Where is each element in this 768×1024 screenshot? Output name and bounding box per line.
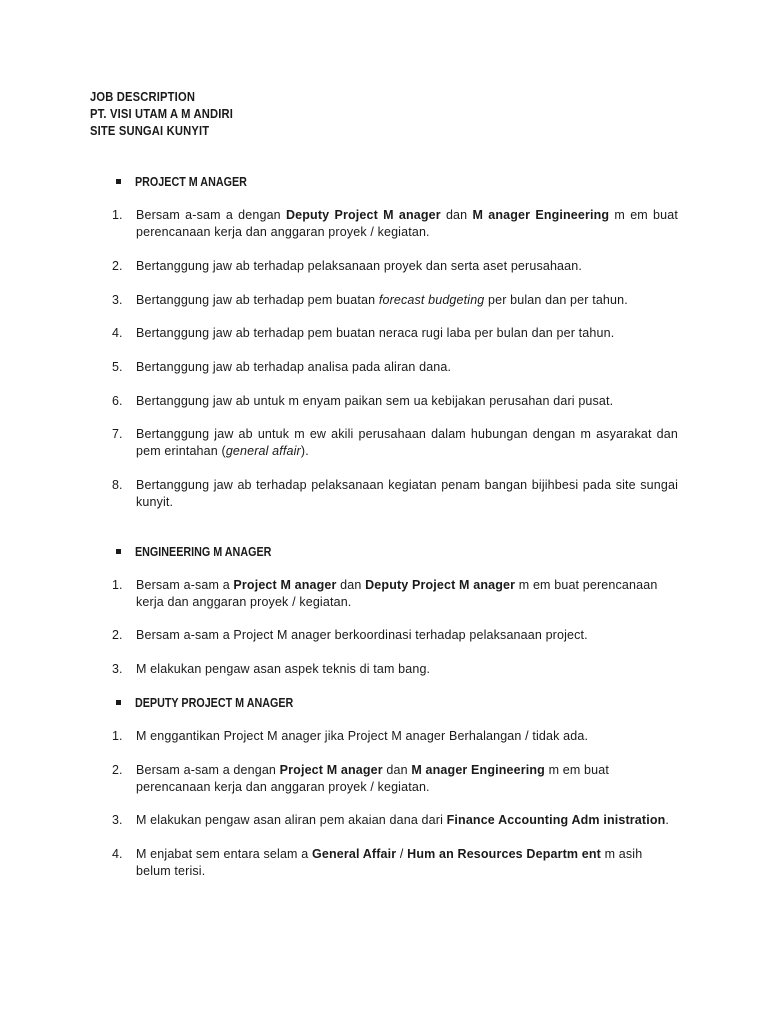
item-text xyxy=(136,359,678,376)
item-number: 4. xyxy=(112,326,123,340)
item-number: 2. xyxy=(112,259,123,273)
text-run: Bertanggung jaw ab terhadap pem buatan xyxy=(136,293,379,307)
section-heading-deputy-project-manager xyxy=(116,695,319,711)
item-text xyxy=(136,258,678,275)
section-heading-engineering-manager xyxy=(116,544,294,560)
item-number: 3. xyxy=(112,662,123,676)
list-item xyxy=(112,728,678,745)
item-text xyxy=(136,325,678,342)
item-number: 1. xyxy=(112,208,123,222)
item-number: 2. xyxy=(112,628,123,642)
text-run: M enjabat sem entara selam a xyxy=(136,847,312,861)
text-run: Bersam a-sam a dengan xyxy=(136,208,286,222)
item-number: 1. xyxy=(112,578,123,592)
emphasis-bold: M anager Engineering xyxy=(472,208,610,222)
list-item xyxy=(112,812,678,829)
emphasis-bold: M anager Engineering xyxy=(411,763,545,777)
emphasis-bold: Hum an Resources Departm ent xyxy=(407,847,601,861)
item-number: 5. xyxy=(112,360,123,374)
text-run: . xyxy=(665,813,670,827)
header-company: PT. VISI UTAM A M ANDIRI xyxy=(90,106,234,121)
item-text xyxy=(136,846,678,880)
document-header xyxy=(90,88,233,139)
list-item xyxy=(112,426,678,460)
list-item xyxy=(112,258,678,275)
item-number: 2. xyxy=(112,763,123,777)
text-run: M enggantikan Project M anager jika Project M anager Berhalangan / tidak ada. xyxy=(136,729,589,743)
item-number: 8. xyxy=(112,478,123,492)
item-text xyxy=(136,762,678,796)
text-run: ). xyxy=(300,444,309,458)
list-item xyxy=(112,762,678,796)
text-run: Bertanggung jaw ab untuk m ew akili perusahaan dalam hubungan dengan m asyarakat dan pem erintahan ( xyxy=(136,427,678,458)
list-item xyxy=(112,393,678,410)
list-item xyxy=(112,359,678,376)
text-run: Bertanggung jaw ab terhadap pem buatan neraca rugi laba per bulan dan per tahun. xyxy=(136,326,615,340)
list-item xyxy=(112,207,678,241)
list-item xyxy=(112,477,678,511)
text-run: per bulan dan per tahun. xyxy=(484,293,628,307)
emphasis-bold: Deputy Project M anager xyxy=(365,578,516,592)
list-item xyxy=(112,846,678,880)
item-number: 6. xyxy=(112,394,123,408)
item-text xyxy=(136,426,678,460)
text-run: m em buat perencanaan kerja dan anggaran proyek / kegiatan. xyxy=(136,578,658,609)
text-run: m asih belum terisi. xyxy=(136,847,643,878)
header-title: JOB DESCRIPTION xyxy=(90,89,196,104)
section-title: ENGINEERING M ANAGER xyxy=(135,545,272,559)
item-text xyxy=(136,477,678,511)
text-run: m em buat perencanaan kerja dan anggaran proyek / kegiatan. xyxy=(136,208,678,239)
item-number: 1. xyxy=(112,729,123,743)
text-run: dan xyxy=(382,763,412,777)
item-text xyxy=(136,577,678,611)
emphasis-bold: Project M anager xyxy=(279,763,383,777)
item-text xyxy=(136,207,678,241)
item-text xyxy=(136,292,678,309)
item-text xyxy=(136,728,678,745)
item-number: 7. xyxy=(112,427,123,441)
list-item xyxy=(112,627,678,644)
text-run: Bertanggung jaw ab terhadap pelaksanaan proyek dan serta aset perusahaan. xyxy=(136,259,582,273)
section-heading-project-manager xyxy=(116,174,265,190)
header-site: SITE SUNGAI KUNYIT xyxy=(90,123,210,138)
text-run: Bersam a-sam a xyxy=(136,578,234,592)
list-item xyxy=(112,661,678,678)
emphasis-bold: Deputy Project M anager xyxy=(285,208,441,222)
section-title: DEPUTY PROJECT M ANAGER xyxy=(135,696,294,710)
text-run: / xyxy=(396,847,408,861)
section-title: PROJECT M ANAGER xyxy=(135,175,247,189)
emphasis-italic: forecast budgeting xyxy=(378,293,485,307)
text-run: Bertanggung jaw ab terhadap pelaksanaan kegiatan penam bangan bijihbesi pada site sungai kunyit. xyxy=(136,478,678,509)
text-run: Bertanggung jaw ab terhadap analisa pada aliran dana. xyxy=(136,360,452,374)
emphasis-italic: general affair xyxy=(225,444,301,458)
text-run: dan xyxy=(440,208,473,222)
text-run: M elakukan pengaw asan aliran pem akaian dana dari xyxy=(136,813,447,827)
list-item xyxy=(112,577,678,611)
text-run: dan xyxy=(336,578,366,592)
item-text xyxy=(136,661,678,678)
item-text xyxy=(136,393,678,410)
item-text xyxy=(136,627,678,644)
emphasis-bold: General Affair xyxy=(311,847,397,861)
bullet-icon xyxy=(116,179,121,184)
text-run: Bersam a-sam a Project M anager berkoordinasi terhadap pelaksanaan project. xyxy=(136,628,588,642)
item-number: 3. xyxy=(112,293,123,307)
bullet-icon xyxy=(116,549,121,554)
emphasis-bold: Finance Accounting Adm inistration xyxy=(446,813,666,827)
item-text xyxy=(136,812,678,829)
item-number: 4. xyxy=(112,847,123,861)
bullet-icon xyxy=(116,700,121,705)
text-run: M elakukan pengaw asan aspek teknis di tam bang. xyxy=(136,662,431,676)
emphasis-bold: Project M anager xyxy=(233,578,337,592)
text-run: m em buat perencanaan kerja dan anggaran proyek / kegiatan. xyxy=(136,763,609,794)
item-number: 3. xyxy=(112,813,123,827)
list-item xyxy=(112,325,678,342)
list-item xyxy=(112,292,678,309)
text-run: Bersam a-sam a dengan xyxy=(136,763,280,777)
text-run: Bertanggung jaw ab untuk m enyam paikan sem ua kebijakan perusahan dari pusat. xyxy=(136,394,614,408)
